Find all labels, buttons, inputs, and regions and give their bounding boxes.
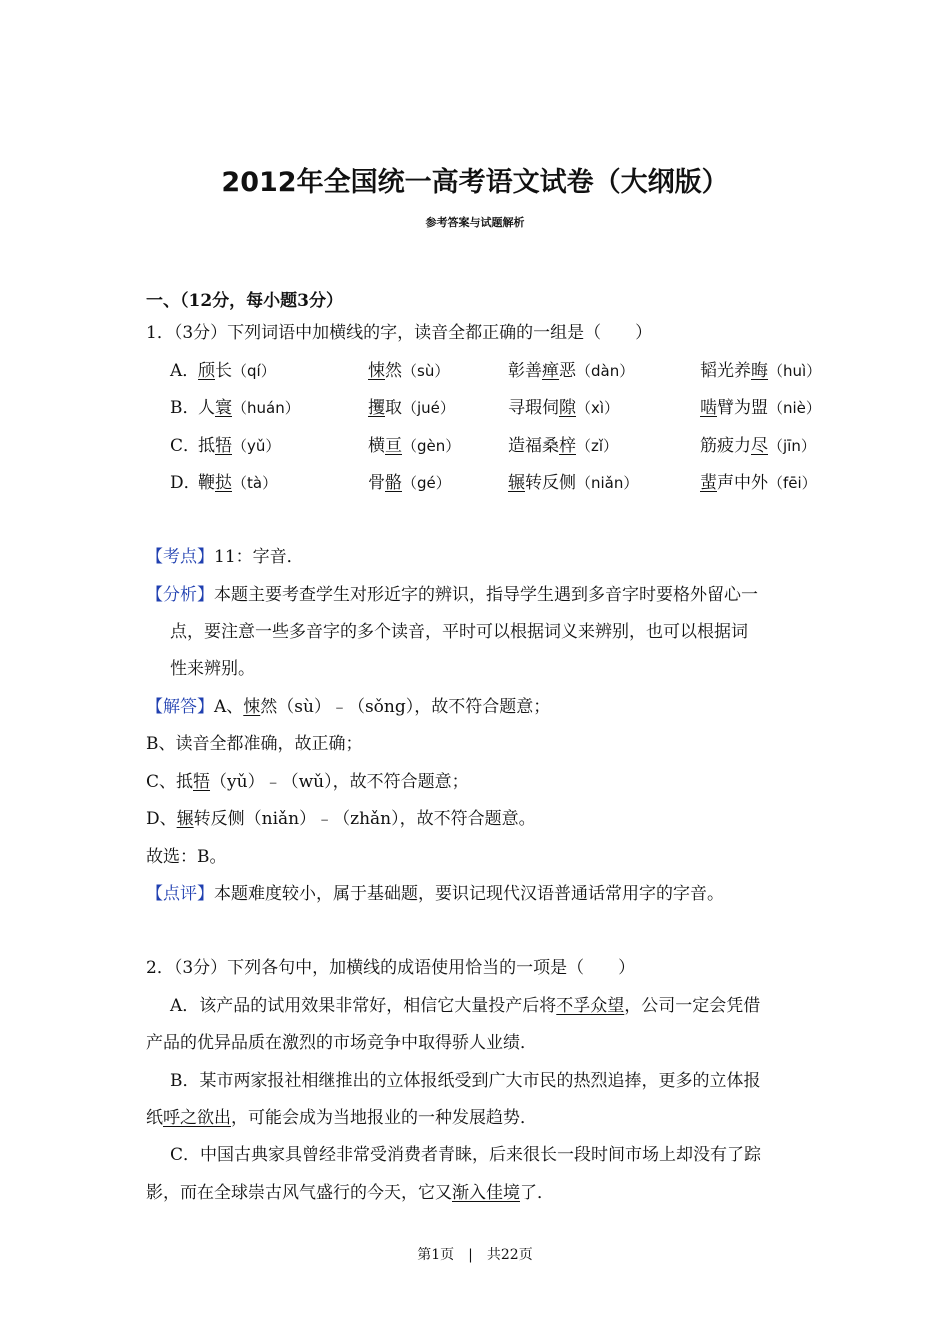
dianping-line: 【点评】本题难度较小，属于基础题，要识记现代汉语普通话常用字的字音。 <box>146 884 724 904</box>
q2-option-a-line-1: A．该产品的试用效果非常好，相信它大量投产后将不孚众望，公司一定会凭借 <box>170 996 761 1016</box>
page-footer: 第1页 | 共22页 <box>417 1247 533 1263</box>
option-word: 鞭挞（tà） <box>198 473 278 493</box>
option-label: D． <box>170 473 201 493</box>
option-word: 颀长（qí） <box>198 361 276 381</box>
jieda-line-c: C、抵牾（yǔ）﹣（wǔ），故不符合题意； <box>146 772 469 792</box>
jieda-tag: 【解答】 <box>146 697 214 717</box>
option-word: 寻瑕伺隙（xì） <box>508 398 620 418</box>
jieda-line-a: 【解答】A、悚然（sù）﹣（sǒng），故不符合题意； <box>146 697 551 717</box>
fenxi-line-2: 点，要注意一些多音字的多个读音，平时可以根据词义来辨别，也可以根据词 <box>170 622 748 642</box>
q2-option-c-line-1: C．中国古典家具曾经非常受消费者青睐，后来很长一段时间市场上却没有了踪 <box>170 1145 762 1165</box>
kaodian-text: 11：字音． <box>214 547 304 567</box>
option-word: 筋疲力尽（jīn） <box>700 436 816 456</box>
option-label: C． <box>170 436 201 456</box>
option-word: 抵牾（yǔ） <box>198 436 281 456</box>
option-word: 辗转反侧（niǎn） <box>508 473 639 493</box>
section-heading: 一、（12分，每小题3分） <box>146 291 343 311</box>
q2-option-a-line-2: 产品的优异品质在激烈的市场竞争中取得骄人业绩． <box>146 1033 537 1053</box>
answer-line: 故选：B。 <box>146 847 227 867</box>
option-word: 骨骼（gé） <box>368 473 451 493</box>
q2-option-b-line-2: 纸呼之欲出，可能会成为当地报业的一种发展趋势． <box>146 1108 537 1128</box>
kaodian-line <box>146 546 304 568</box>
option-label: B． <box>170 398 200 418</box>
option-word: 人寰（huán） <box>198 398 300 418</box>
q2-option-c-line-2: 影，而在全球崇古风气盛行的今天，它又渐入佳境了． <box>146 1183 554 1203</box>
fenxi-line-1: 【分析】本题主要考查学生对形近字的辨识，指导学生遇到多音字时要格外留心一 <box>146 585 758 605</box>
jieda-line-d: D、辗转反侧（niǎn）﹣（zhǎn），故不符合题意。 <box>146 809 536 829</box>
jieda-line-b: B、读音全都准确，故正确； <box>146 734 363 754</box>
option-word: 悚然（sù） <box>368 361 450 381</box>
option-label: A． <box>170 361 200 381</box>
option-word: 攫取（jué） <box>368 398 455 418</box>
document-subtitle: 参考答案与试题解析 <box>425 216 525 229</box>
fenxi-line-3: 性来辨别。 <box>170 659 255 679</box>
option-word: 韬光养晦（huì） <box>700 361 822 381</box>
option-word: 啮臂为盟（niè） <box>700 398 821 418</box>
option-word: 彰善瘅恶（dàn） <box>508 361 635 381</box>
q2-option-b-line-1: B．某市两家报社相继推出的立体报纸受到广大市民的热烈追捧，更多的立体报 <box>170 1071 761 1091</box>
document-title: 2012年全国统一高考语文试卷（大纲版） <box>221 167 729 198</box>
option-word: 横亘（gèn） <box>368 436 461 456</box>
question-2-stem: 2．（3分）下列各句中，加横线的成语使用恰当的一项是（ ） <box>146 958 636 978</box>
question-1-stem: 1．（3分）下列词语中加横线的字，读音全都正确的一组是（ ） <box>146 323 653 343</box>
option-word: 造福桑梓（zǐ） <box>508 436 619 456</box>
kaodian-tag: 【考点】 <box>146 547 214 567</box>
dianping-tag: 【点评】 <box>146 884 214 904</box>
fenxi-tag: 【分析】 <box>146 585 214 605</box>
option-word: 蜚声中外（fēi） <box>700 473 817 493</box>
